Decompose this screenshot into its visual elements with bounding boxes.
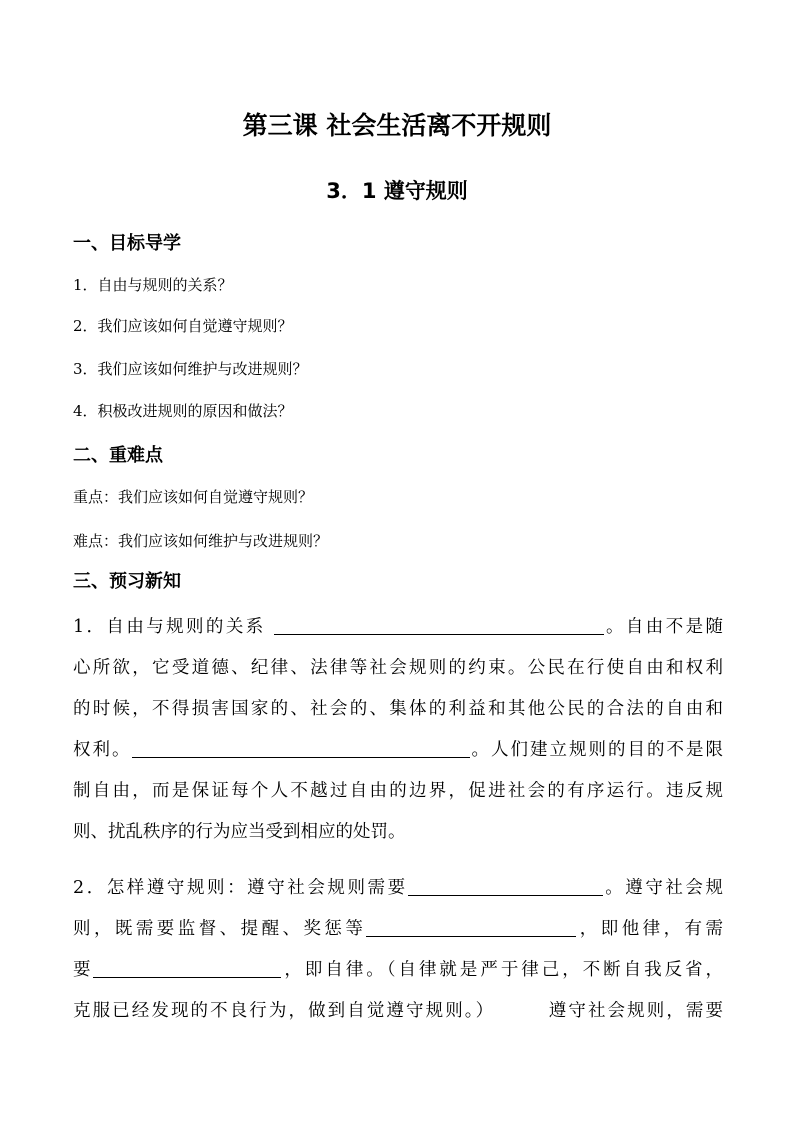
paragraph-line: 要 ，即自律。（自律就是严于律己，不断自我反省， [73, 955, 723, 996]
paragraph-line: 制自由，而是保证每个人不越过自由的边界，促进社会的有序运行。违反规 [73, 781, 723, 801]
difficult-point: 难点：我们应该如何维护与改进规则？ [73, 532, 329, 550]
goal-item-1: 1．自由与规则的关系？ [73, 276, 233, 294]
heading-goals: 一、目标导学 [73, 233, 181, 254]
fill-blank[interactable] [93, 957, 281, 978]
paragraph-line: 心所欲，它受道德、纪律、法律等社会规则的约束。公民在行使自由和权利 [73, 658, 723, 678]
paragraph-line: 2．怎样遵守规则：遵守社会规则需要 。遵守社会规 [73, 873, 723, 914]
paragraph-line: 的时候，不得损害国家的、社会的、集体的利益和其他公民的合法的自由和 [73, 699, 723, 719]
paragraph-line: 则，既需要监督、提醒、奖惩等 ，即他律，有需 [73, 914, 723, 955]
goal-item-3: 3．我们应该如何维护与改进规则？ [73, 360, 308, 378]
paragraph-freedom-rules [73, 612, 723, 858]
paragraph-line: 克服已经发现的不良行为，做到自觉遵守规则。） 遵守社会规则，需要 [73, 1001, 723, 1021]
key-point: 重点：我们应该如何自觉遵守规则？ [73, 488, 314, 506]
paragraph-line: 则、扰乱秩序的行为应当受到相应的处罚。 [73, 822, 406, 842]
goal-item-4: 4．积极改进规则的原因和做法？ [73, 402, 293, 420]
fill-blank[interactable] [274, 614, 604, 635]
lesson-title: 第三课 社会生活离不开规则 [242, 111, 552, 140]
heading-preview: 三、预习新知 [73, 571, 181, 592]
section-title: 3．1 遵守规则 [326, 179, 468, 203]
paragraph-line: 1．自由与规则的关系 。自由不是随 [73, 612, 723, 653]
fill-blank[interactable] [408, 875, 603, 896]
fill-blank[interactable] [132, 737, 470, 758]
heading-key-points: 二、重难点 [73, 445, 163, 466]
fill-blank[interactable] [366, 916, 576, 937]
paragraph-how-to-obey [73, 873, 723, 1037]
goal-item-2: 2．我们应该如何自觉遵守规则？ [73, 317, 293, 335]
paragraph-line: 权利。 。人们建立规则的目的不是限 [73, 735, 723, 776]
